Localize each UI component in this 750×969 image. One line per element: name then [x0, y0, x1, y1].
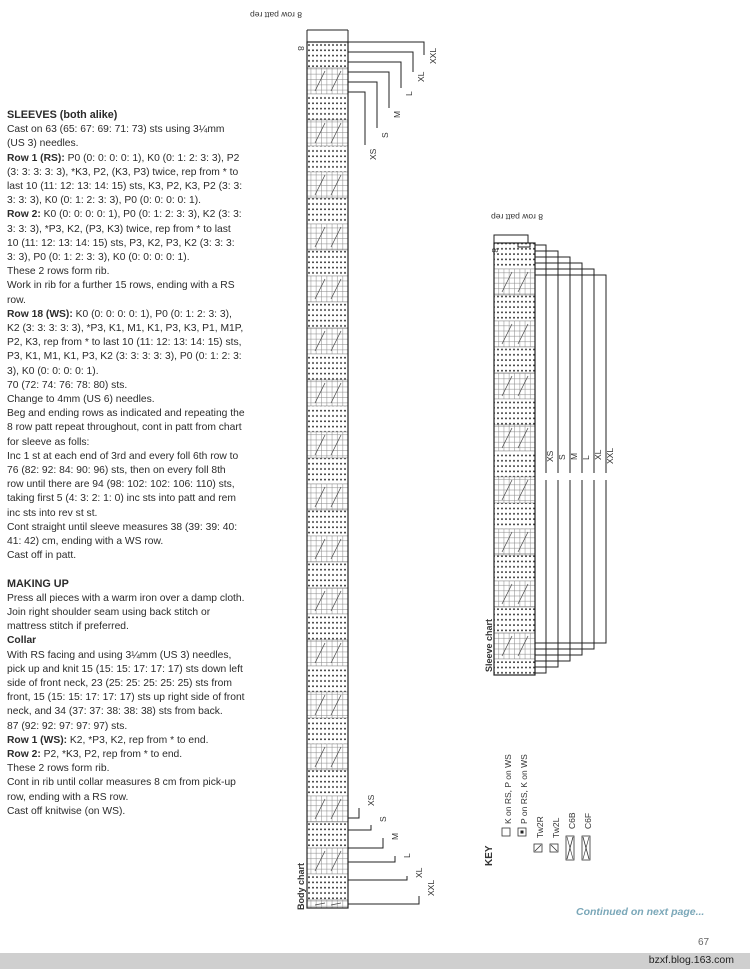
body-size-bottom-xxl: XXL: [426, 879, 436, 896]
purl-band: [307, 718, 348, 744]
sleeves-heading: SLEEVES (both alike): [7, 109, 118, 121]
row-label: Row 2:: [7, 209, 41, 221]
instruction-paragraph: [7, 592, 245, 606]
instruction-text: Join right shoulder seam using back stitch or mattress stitch if preferred.: [7, 606, 211, 633]
instruction-text: With RS facing and using 3¼mm (US 3) needles, pick up and knit 15 (15: 15: 17: 17: 17) sts down left side of front neck, 23 (25: 25: 25: 25: 25) sts from front, 15 (15: 15: 17: 17: 17) sts up right side of front neck, and 34 (37: 37: 38: 38: 38) sts from back.: [7, 649, 245, 718]
instruction-text: Press all pieces with a warm iron over a damp cloth.: [7, 592, 245, 604]
instruction-paragraph: [7, 776, 245, 804]
instruction-text: These 2 rows form rib.: [7, 763, 110, 775]
collar-instructions: [7, 649, 245, 819]
row-label: Row 1 (WS):: [7, 734, 68, 746]
instruction-text: Work in rib for a further 15 rows, ending with a RS row.: [7, 280, 235, 306]
cable-band: [307, 640, 348, 666]
row-label: Row 1 (RS):: [7, 152, 65, 164]
cable-band: [307, 536, 348, 562]
instruction-text: Cont in rib until collar measures 8 cm from pick-up row, ending with a RS row.: [7, 777, 236, 803]
key-item-label: C6B: [567, 812, 577, 829]
instruction-paragraph: [7, 450, 245, 521]
cable-band: [494, 581, 535, 607]
body-size-bottom-xs: XS: [366, 794, 376, 806]
purl-band: [307, 198, 348, 224]
cable-band: [307, 68, 348, 94]
purl-band: [307, 146, 348, 172]
making-up-heading: MAKING UP: [7, 577, 69, 590]
cable-band: [307, 692, 348, 718]
body-size-top-xl: XL: [416, 71, 426, 82]
cable-band: [494, 425, 535, 451]
instruction-paragraph: [7, 521, 245, 549]
row-label: Row 2:: [7, 748, 41, 760]
purl-band: [494, 451, 535, 477]
making-up-instructions: [7, 592, 245, 635]
tw2l-icon: [550, 844, 558, 852]
body-size-top-s: S: [380, 132, 390, 138]
key-item-label: P on RS, K on WS: [519, 754, 529, 824]
purl-band: [494, 399, 535, 425]
blank-square-icon: [502, 828, 510, 836]
key-item-label: C6F: [583, 812, 593, 829]
sleeve-chart: [488, 225, 648, 685]
sleeve-size-s: S: [557, 454, 567, 460]
c6f-icon: [582, 836, 590, 860]
cable-band: [307, 744, 348, 770]
instruction-text: P0 (0: 0: 0: 0: 1), K0 (0: 1: 2: 3: 3), P2 (3: 3: 3: 3: 3), *K3, P2, (K3, P3) twice, rep from * to last 10 (11: 12: 13: 14: 15) sts, K3, P2, K3, P2 (3: 3: 3: 3: 3), K0 (0: 1: 2: 3: 3), P0 (0: 0: 0: 0: 1).: [7, 152, 243, 207]
continued-note: Continued on next page...: [576, 906, 705, 918]
body-size-top-xxl: XXL: [428, 47, 438, 64]
cable-band: [307, 796, 348, 822]
instruction-text: K0 (0: 0: 0: 0: 1), P0 (0: 1: 2: 3: 3), K2 (3: 3: 3: 3: 3), *P3, K2, (P3, K3) twice, rep from * to last 10 (11: 12: 13: 14: 15) sts, P3, K2, P3, K2 (3: 3: 3: 3: 3), P0 (0: 1: 2: 3: 3), K0 (0: 0: 0: 0: 1).: [7, 209, 242, 264]
instruction-text: Cast off knitwise (on WS).: [7, 805, 126, 817]
purl-band: [494, 347, 535, 373]
sleeve-chart-title: Sleeve chart: [484, 618, 494, 672]
body-size-bottom-l: L: [402, 853, 412, 858]
instruction-text: Cast off in patt.: [7, 550, 77, 562]
instruction-text: P2, *K3, P2, rep from * to end.: [40, 748, 183, 760]
body-size-top-l: L: [404, 91, 414, 96]
instruction-text: K0 (0: 0: 0: 0: 1), P0 (0: 1: 2: 3: 3), K2 (3: 3: 3: 3: 3), *P3, K1, M1, K1, P3, K3, P1, M1P, P2, K3, rep from * to last 10 (11: 12: 13: 14: 15) sts, P3, K1, M1, K1, P3, K2 (3: 3: 3: 3: 3), P0 (0: 1: 2: 3: 3), K0 (0: 0: 0: 0: 1).: [7, 308, 244, 377]
instruction-text: These 2 rows form rib.: [7, 266, 110, 278]
body-chart-repeat-label: 8 row patt rep: [250, 10, 302, 20]
key-title: KEY: [484, 845, 495, 866]
sleeve-size-xs: XS: [545, 450, 555, 462]
footer-bar: [0, 953, 750, 969]
cable-band: [307, 172, 348, 198]
instruction-text: Beg and ending rows as indicated and repeating the 8 row patt repeat throughout, cont in patt from chart for sleeve as folls:: [7, 408, 245, 448]
purl-band: [494, 503, 535, 529]
sleeve-chart-repeat-label: 8 row patt rep: [491, 212, 543, 222]
purl-band: [307, 250, 348, 276]
body-chart: [295, 0, 435, 910]
instruction-text: 87 (92: 92: 97: 97: 97) sts.: [7, 720, 128, 732]
purl-band: [307, 406, 348, 432]
body-chart-stitch-count: 8: [296, 46, 306, 51]
cable-band: [494, 373, 535, 399]
cable-band: [307, 328, 348, 354]
cable-band: [307, 848, 348, 874]
cable-band: [494, 633, 535, 659]
cable-band: [494, 321, 535, 347]
purl-band: [494, 555, 535, 581]
tw2r-icon: [534, 844, 542, 852]
body-size-top-xs: XS: [368, 148, 378, 160]
purl-band: [307, 302, 348, 328]
cable-band: [307, 224, 348, 250]
sleeve-size-m: M: [569, 452, 579, 460]
pattern-text-column: [7, 108, 245, 819]
key-item-label: K on RS, P on WS: [503, 754, 513, 824]
cable-band: [307, 900, 348, 908]
cable-band: [307, 432, 348, 458]
collar-heading: Collar: [7, 635, 37, 647]
purl-band: [307, 614, 348, 640]
body-size-bottom-m: M: [390, 832, 400, 840]
sleeve-size-xl: XL: [593, 449, 603, 460]
purl-band: [307, 42, 348, 68]
row-label: Row 18 (WS):: [7, 308, 73, 320]
body-size-bottom-xl: XL: [414, 867, 424, 878]
instruction-paragraph: [7, 407, 245, 450]
body-chart-title: Body chart: [296, 862, 306, 910]
cable-band: [307, 484, 348, 510]
cable-band: [307, 276, 348, 302]
instruction-paragraph: [7, 308, 245, 379]
instruction-paragraph: [7, 734, 245, 748]
instruction-paragraph: [7, 649, 245, 720]
instruction-text: Cast on 63 (65: 67: 69: 71: 73) sts using 3¼mm (US 3) needles.: [7, 124, 225, 150]
instruction-text: 70 (72: 74: 76: 78: 80) sts.: [7, 379, 128, 391]
purl-band: [307, 510, 348, 536]
instruction-paragraph: [7, 393, 245, 407]
instruction-paragraph: [7, 123, 245, 151]
instruction-paragraph: [7, 720, 245, 734]
instruction-paragraph: [7, 606, 245, 634]
sleeve-size-xxl: XXL: [605, 447, 615, 464]
instruction-paragraph: [7, 265, 245, 279]
watermark: bzxf.blog.163.com: [648, 954, 734, 966]
purl-band: [307, 666, 348, 692]
key-item-label: Tw2L: [551, 817, 561, 838]
purl-band: [307, 354, 348, 380]
purl-band: [494, 659, 535, 675]
sleeve-chart-stitch-count: 8: [490, 248, 500, 253]
cable-band: [494, 529, 535, 555]
instruction-text: Inc 1 st at each end of 3rd and every foll 6th row to 76 (82: 92: 84: 90: 96) sts, then on every foll 8th row until there are 94 (98: 102: 102: 106: 110) sts, taking first 5 (4: 3: 2: 1: 0) inc sts into patt and rem inc sts into rev st st.: [7, 450, 239, 519]
purl-band: [307, 562, 348, 588]
sleeve-size-l: L: [581, 455, 591, 460]
cable-band: [307, 588, 348, 614]
purl-band: [494, 607, 535, 633]
instruction-paragraph: [7, 152, 245, 209]
instruction-paragraph: [7, 379, 245, 393]
instruction-paragraph: [7, 279, 245, 307]
cable-band: [307, 380, 348, 406]
instruction-paragraph: [7, 748, 245, 762]
instruction-paragraph: [7, 762, 245, 776]
sleeves-instructions: [7, 123, 245, 563]
cable-band: [494, 269, 535, 295]
purl-band: [494, 295, 535, 321]
instruction-paragraph: [7, 549, 245, 563]
instruction-paragraph: [7, 805, 245, 819]
purl-band: [307, 458, 348, 484]
instruction-text: K2, *P3, K2, rep from * to end.: [67, 734, 209, 746]
key-item-label: Tw2R: [535, 816, 545, 838]
body-size-bottom-s: S: [378, 816, 388, 822]
cable-band: [307, 120, 348, 146]
purl-band: [307, 822, 348, 848]
purl-band: [307, 770, 348, 796]
cable-band: [494, 477, 535, 503]
purl-band: [307, 874, 348, 900]
page-number: 67: [698, 937, 710, 948]
instruction-text: Cont straight until sleeve measures 38 (39: 39: 40: 41: 42) cm, ending with a WS row.: [7, 521, 238, 548]
c6b-icon: [566, 836, 574, 860]
purl-band: [307, 94, 348, 120]
instruction-text: Change to 4mm (US 6) needles.: [7, 394, 155, 406]
instruction-paragraph: [7, 208, 245, 265]
body-size-top-m: M: [392, 110, 402, 118]
